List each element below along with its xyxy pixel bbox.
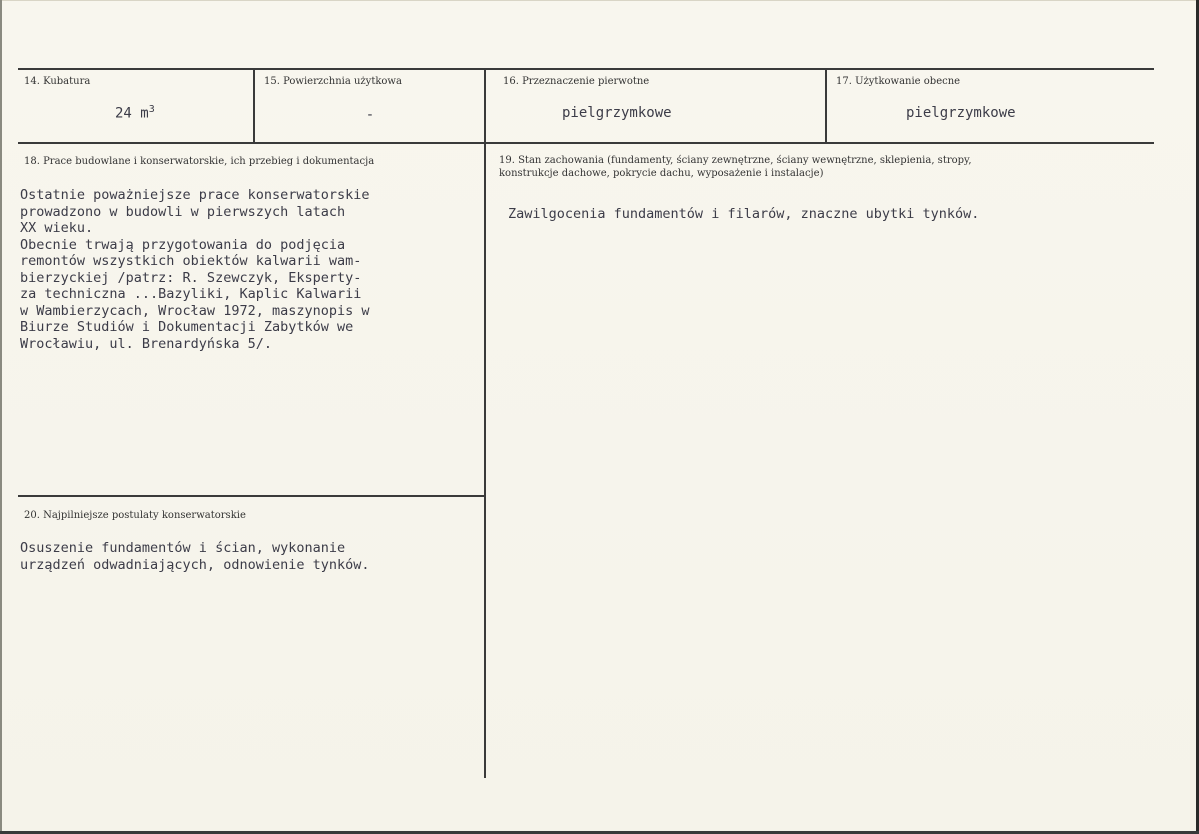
field-18-line: bierzyckiej /patrz: R. Szewczyk, Eksperty- <box>20 269 362 286</box>
field-18-line: za techniczna ...Bazyliki, Kaplic Kalwarii <box>20 286 362 302</box>
field-18-text <box>20 187 370 352</box>
field-20-text <box>20 540 370 573</box>
field-16-value: pielgrzymkowe <box>562 105 672 121</box>
field-18-line: prowadzono w budowli w pierwszych latach <box>20 203 346 220</box>
section18-bottom-rule <box>18 495 484 497</box>
card-left-edge <box>0 0 2 834</box>
divider-16-17 <box>825 68 827 144</box>
field-20-label: 20. Najpilniejsze postulaty konserwatorskie <box>24 510 246 521</box>
field-18-line: XX wieku. <box>20 220 94 236</box>
field-15-value: - <box>365 107 375 123</box>
field-19-label-line2: konstrukcje dachowe, pokrycie dachu, wyposażenie i instalacje) <box>499 168 824 179</box>
field-14-value <box>115 102 155 122</box>
field-20-line: urządzeń odwadniających, odnowienie tynków. <box>20 556 370 573</box>
field-19-value: Zawilgocenia fundamentów i filarów, znaczne ubytki tynków. <box>508 206 980 222</box>
field-14-number: 24 m <box>115 105 149 122</box>
field-14-exponent: 3 <box>148 104 155 115</box>
field-17-label: 17. Użytkowanie obecne <box>836 76 961 87</box>
field-19-label-line1: 19. Stan zachowania (fundamenty, ściany zewnętrzne, ściany wewnętrzne, sklepienia, stropy, <box>499 155 972 166</box>
field-18-line: remontów wszystkich obiektów kalwarii wam- <box>20 253 362 269</box>
field-19-label <box>499 155 972 179</box>
field-18-label: 18. Prace budowlane i konserwatorskie, ich przebieg i dokumentacja <box>24 156 375 167</box>
divider-14-15 <box>253 68 255 144</box>
field-17-value: pielgrzymkowe <box>906 105 1016 121</box>
field-15-label: 15. Powierzchnia użytkowa <box>264 76 402 87</box>
field-18-line: Ostatnie poważniejsze prace konserwatorskie <box>20 187 370 203</box>
field-20-line: Osuszenie fundamentów i ścian, wykonanie <box>20 540 346 556</box>
top-rule <box>18 68 1154 70</box>
field-18-line: Wrocławiu, ul. Brenardyńska 5/. <box>20 335 272 352</box>
divider-15-16 <box>484 68 486 778</box>
field-18-line: Obecnie trwają przygotowania do podjęcia <box>20 236 346 253</box>
field-16-label: 16. Przeznaczenie pierwotne <box>503 76 650 87</box>
field-18-line: w Wambierzycach, Wrocław 1972, maszynopis w <box>20 302 370 319</box>
row1-bottom-rule <box>18 142 1154 144</box>
field-14-label: 14. Kubatura <box>24 76 91 87</box>
field-18-line: Biurze Studiów i Dokumentacji Zabytków we <box>20 319 354 335</box>
